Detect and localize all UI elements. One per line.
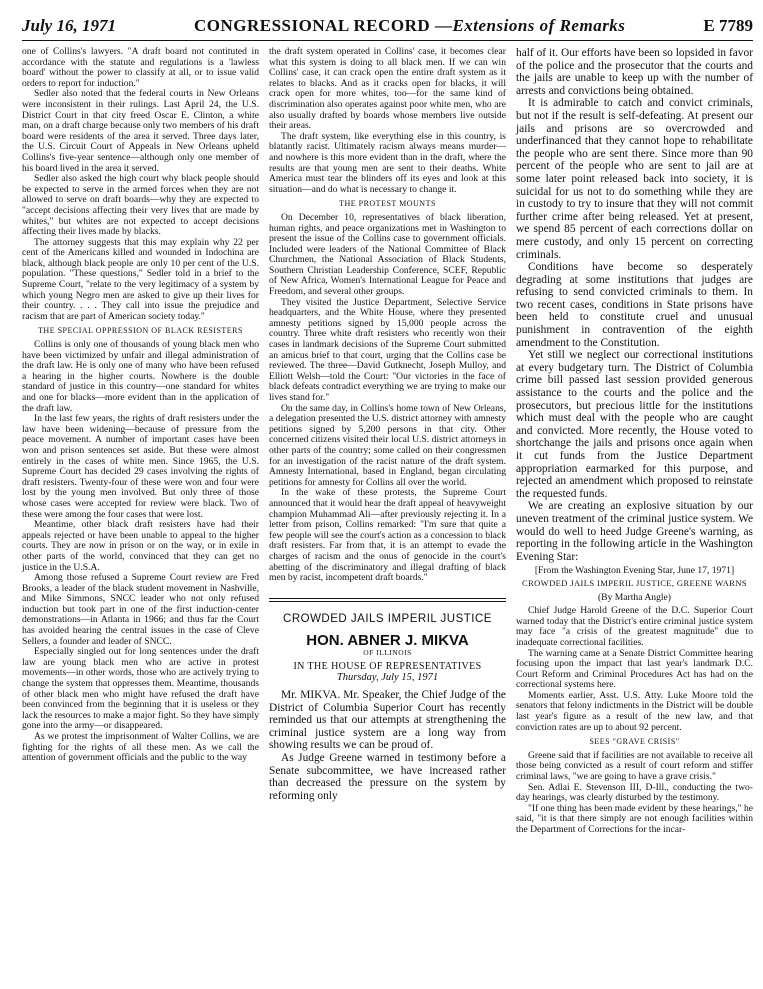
column-2 [269, 47, 506, 836]
paragraph: Among those refused a Supreme Court review are Fred Brooks, a leader of the black student movement in Nashville, and Mike Simmons, SNCC leader who not only refused induction but took part in one of the first induction-center demonstrations—in Atlanta in 1966; and thus far the Court has avoided hearing the central issues in the case of Cleve Sellers, a founder and leader of SNCC. [22, 572, 259, 647]
paragraph: Greene said that if facilities are not available to receive all those being convicted as a result of court reform and stiffer criminal laws, "we are going to have a grave crisis." [516, 749, 753, 783]
paragraph: We are creating an explosive situation by our uneven treatment of the criminal justice system. We would do well to heed Judge Greene's warning, as reporting in the following article in the Washington Evening Star: [516, 500, 753, 563]
paragraph: Sen. Adlai E. Stevenson III, D-Ill., conducting the two-day hearings, was clearly disturbed by the testimony. [516, 781, 753, 804]
paragraph: the draft system operated in Collins' case, it becomes clear what this system is doing to all black men. If we can win Collins' case, it can crack open the entire draft system as it relates to blacks. And as it cracks open for blacks, it will crack open for more whites, too—for the same kind of discrimination also operates against poor white men, who are also usually drafted by boards whose members live outside their areas. [269, 46, 506, 132]
article-body [516, 606, 753, 835]
paragraph: Sedler also noted that the federal courts in New Orleans were inconsistent in their rulings. Last April 24, the U.S. District Court in that city freed Oscar E. Clinton, a white man, on a draft charge because only two members of his draft board were residents of the area it served. Three days later, the U.S. Circuit Court of Appeals in New Orleans upheld Collins's five-year sentence—although only one member of his board lived in the area it served. [22, 88, 259, 174]
paragraph: In the last few years, the rights of draft resisters under the law have been widening—because of pressure from the peace movement. A number of important cases have been won and prison sentences set aside. But these were almost entirely in the cases of white men. Since 1965, the U.S. Supreme Court has decided 29 cases involving the rights of draft resisters. Twenty-four of these were won and four were lost by the young men involved. But only three of those whose cases were accepted for review were black. Two of these were among the four cases that were lost. [22, 413, 259, 520]
column-1 [22, 47, 259, 836]
paragraph: As we protest the imprisonment of Walter Collins, we are fighting for the rights of all these men. As we call the attention of government officials and the public to the way [22, 731, 259, 764]
column-3 [516, 47, 753, 836]
header-date: July 16, 1971 [22, 16, 116, 35]
remarks-body [269, 689, 506, 802]
paragraph: Chief Judge Harold Greene of the D.C. Superior Court warned today that the District's entire criminal justice system may face "a crisis of the greatest magnitude" due to inadequate correctional facilities. [516, 605, 753, 648]
article-byline: (By Martha Angle) [597, 591, 671, 603]
article-title: CROWDED JAILS IMPERIL JUSTICE, GREENE WARNS [522, 577, 747, 588]
paragraph: Collins is only one of thousands of young black men who have been victimized by unfair and illegal administration of the draft law. He is only one of many who have been refused a hearing in the higher courts. Nowhere is the double standard of justice in this country—one standard for whites and one for blacks—more evident than in the application of the draft law. [22, 339, 259, 414]
paragraph: The attorney suggests that this may explain why 22 per cent of the Americans killed and wounded in Indochina are black, although black people are only 10 per cent of the U.S. population. "These questions," Sedler told in a brief to the Supreme Court, "relate to the very legitimacy of a system by which young Negro men are asked to give up their lives for their country. . . . They call into issue the prejudice and racism that are part of American society today." [22, 236, 259, 322]
paragraph: "If one thing has been made evident by these hearings," he said, "it is that there simply are not enough facilities within the Department of Corrections for the incar- [516, 802, 753, 835]
section-name: Extensions of Remarks [452, 16, 626, 35]
paragraph: On December 10, representatives of black liberation, human rights, and peace organizations met in Washington to present the issue of the Collins case to government officials. Included were leaders of the National Committee of Black Churchmen, the National Association of Black Students, Southern Christian Leadership Conference, SCEF, Republic of New Africa, Women's International League for Peace and Freedom, and several other groups. [269, 211, 506, 298]
section-subhead: THE SPECIAL OPPRESSION OF BLACK RESISTERS [38, 326, 243, 336]
paragraph: The warning came at a Senate District Committee hearing focusing upon the impact that last year's landmark D.C. Court Reform and Criminal Procedures Act has had on the correctional systems here. [516, 647, 753, 691]
paragraph: Sedler also asked the high court why black people should be expected to serve in the armed forces when they are not allowed to serve on draft boards—why they are expected to "accept decisions affecting their very lives that are made by whites," but whites are not expected to accept decisions affecting their lives made by blacks. [22, 173, 259, 238]
paragraph: Yet still we neglect our correctional institutions at every budgetary turn. The District of Columbia crime bill passed last session provided generous assistance to the courts and the police and the prosecutors, but precious little for the institutions which must deal with the people who are caught and convicted. More recently, the House voted to shortchange the jails and prisons once again when it cut funds from the Justice Department appropriation earmarked for this purpose, and rejected an amendment which proposed to reinstate the requested funds. [516, 349, 753, 500]
paragraph: They visited the Justice Department, Selective Service headquarters, and the White House, where they presented amnesty petitions signed by 15,000 people across the country. Three white draft resisters who recently won their cases in landmark decisions of the Supreme Court submitted an amicus brief to that court, urging that the Collins case be reviewed. The three—David Gutknecht, Joseph Mulloy, and Elliott Welsh—told the Court: "Our victories in the face of black defeats contradict everything we are trying to make our lives stand for." [269, 296, 506, 403]
article-source: [From the Washington Evening Star, June 17, 1971] [534, 565, 735, 577]
paragraph: Moments earlier, Asst. U.S. Atty. Luke Moore told the senators that felony indictments in the District will be double last year's figure as a result of the new law, and that conviction rates are up to about 92 percent. [516, 689, 753, 733]
remarks-date: Thursday, July 15, 1971 [336, 672, 439, 684]
paragraph: As Judge Greene warned in testimony before a Senate subcommittee, we have increased rather than decreased the pressure on the system by reforming only [269, 752, 506, 802]
paragraph: one of Collins's lawyers. "A draft board not contituted in accordance with the statute and regulations is a 'lawless board' without the power to classify at all, or to issue valid orders to report for induction." [22, 46, 259, 89]
paragraph: In the wake of these protests, the Supreme Court announced that it would hear the draft appeal of heavyweight champion Muhammad Ali—after previously rejecting it. In a letter from prison, Collins remarked: "I'm sure that quite a few people will see the court's action as a concession to black draft resisters. Far from that, it is an attempt to evade the charges of racism and the onus of genocide in the court's abetting of the discriminatory and illegal drafting of black men by racist, incompetent draft boards." [269, 487, 506, 584]
paragraph: The draft system, like everything else in this country, is blatantly racist. Ultimately racism always means murder—and nowhere is this more evident than in the draft, where the results are that young men are sent to their deaths. White America must tear the blinders off its eyes and look at this situation—and do what is necessary to change it. [269, 130, 506, 195]
representative-state: OF ILLINOIS [363, 648, 412, 658]
paragraph: Mr. MIKVA. Mr. Speaker, the Chief Judge of the District of Columbia Superior Court has recently reminded us that our attempts at strengthening the criminal justice system are a long way from showing results we can be proud of. [269, 689, 506, 752]
extension-title: CROWDED JAILS IMPERIL JUSTICE [283, 612, 492, 625]
paragraph: Conditions have become so desperately degrading at some institutions that judges are refusing to send convicted criminals to them. In two recent cases, conditions in State prisons have been held to constitute cruel and unusual punishment in contravention of the eighth amendment to the Constitution. [516, 261, 753, 349]
section-subhead: THE PROTEST MOUNTS [339, 199, 436, 209]
chamber-label: IN THE HOUSE OF REPRESENTATIVES [293, 660, 482, 672]
paragraph: On the same day, in Collins's home town of New Orleans, a delegation presented the U.S. district attorney with amnesty petitions signed by 5,200 persons in that city. Other concerned citizens visited their local U.S. district attorneys in other parts of the country; some called on their congressmen for an investigation of the racist nature of the draft system. Amnesty International, based in England, began circulating petitions for amnesty for Collins all over the world. [269, 402, 506, 488]
extension-of-remarks [269, 598, 506, 803]
section-subhead: SEES "GRAVE CRISIS" [589, 737, 680, 747]
representative-name: HON. ABNER J. MIKVA [306, 631, 469, 649]
divider [269, 601, 506, 602]
paragraph: half of it. Our efforts have been so lopsided in favor of the police and the prosecutor that the courts and the jails are unable to keep up with the number of arrests and convictions being obtained. [516, 47, 753, 97]
publication-name: CONGRESSIONAL RECORD [193, 16, 431, 35]
columns [22, 47, 753, 836]
header-title: CONGRESSIONAL RECORD —Extensions of Remarks [193, 16, 626, 35]
page-header [22, 16, 753, 41]
page-number: E 7789 [703, 16, 753, 35]
paragraph: Meantime, other black draft resisters have had their appeals rejected or have been unable to appeal to the higher courts. They are now in prison or on the way, or in exile in other parts of the world, convinced that they can get no justice in the U.S.A. [22, 519, 259, 573]
paragraph: Especially singled out for long sentences under the draft law are young black men who are active in protest movements—in other words, those who are actively trying to change the system that oppresses them. Meantime, thousands of other black men who might have refused the draft have been convinced from the beginning that it is useless or they lack the resources to make a major fight. So they have simply gone into the army—or disappeared. [22, 646, 259, 732]
paragraph: It is admirable to catch and convict criminals, but not if the result is self-defeating. At present our jails and prisons are so overcrowded and underfinanced that they cannot hope to rehabilitate the people who are sent there. Since more than 90 percent of the people who are sent to jail are at some later point released back into society, it is suicidal for us not to do something while they are in custody to try to insure that they will not commit further crime after being released. Yet at present, we spend 85 percent of each corrections dollar on mere custody, and only 15 percent on correcting criminals. [516, 97, 753, 261]
